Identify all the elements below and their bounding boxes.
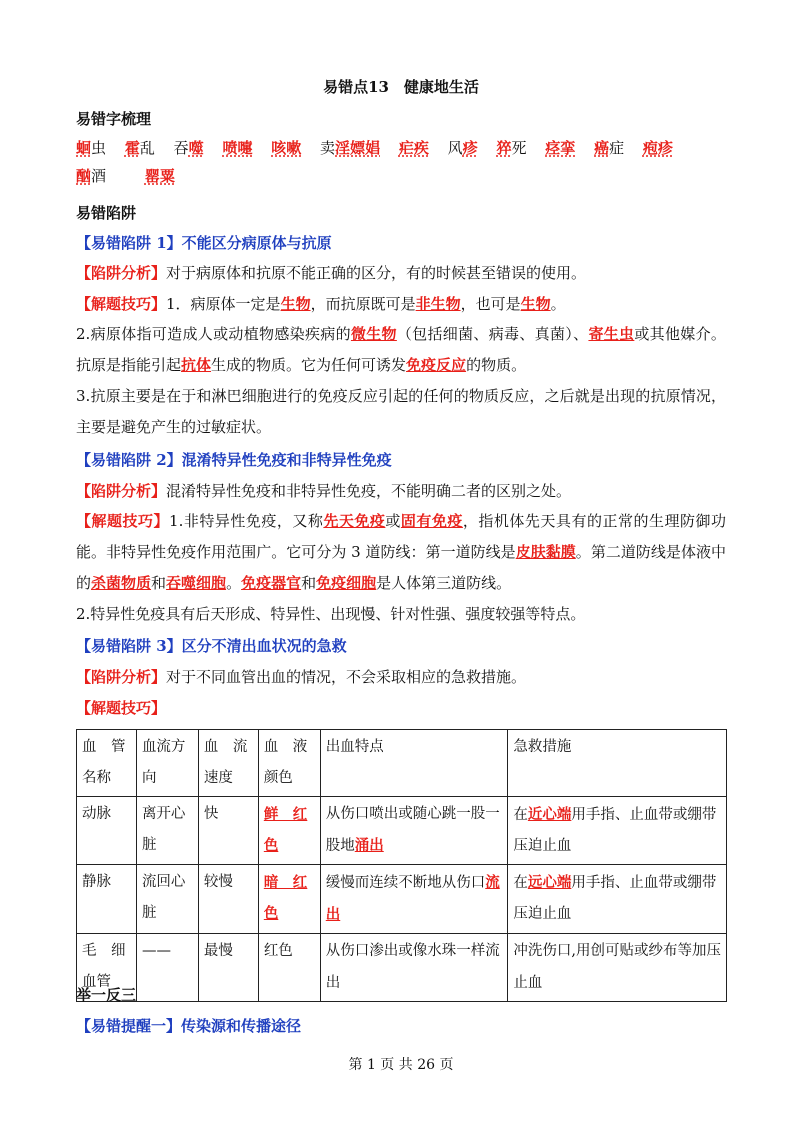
table-cell: 在近心端用手指、止血带或绷带压迫止血: [508, 797, 727, 865]
table-cell: 动脉: [77, 797, 137, 865]
table-header-cell: 血流方向: [136, 730, 198, 797]
typo-word: 罂粟: [144, 167, 175, 185]
table-cell: 毛 细血管: [77, 934, 137, 1002]
typo-word: 蛔虫: [76, 139, 107, 157]
typo-word: 咳嗽: [271, 139, 302, 157]
page-footer: 第 1 页 共 26 页: [348, 1057, 454, 1073]
table-cell: ——: [136, 934, 198, 1002]
trap2-title: 【易错陷阱 2】混淆特异性免疫和非特异性免疫: [76, 451, 392, 469]
trap3-title: 【易错陷阱 3】区分不清出血状况的急救: [76, 637, 347, 655]
table-row: [77, 865, 727, 934]
analysis-text: 对于病原体和抗原不能正确的区分，有的时候甚至错误的使用。: [166, 264, 587, 282]
table-header-cell: 血 液颜色: [258, 730, 320, 797]
trap1-title: 【易错陷阱 1】不能区分病原体与抗原: [76, 234, 332, 252]
typo-word: 吞噬: [173, 139, 204, 157]
tips-label: 【解题技巧】: [76, 699, 167, 717]
tips-label: 【解题技巧】: [76, 295, 167, 313]
typo-section-heading: 易错字梳理: [76, 110, 152, 128]
analysis-label: 【陷阱分析】: [76, 482, 167, 500]
table-header-row: [77, 730, 727, 797]
typo-word: 猝死: [496, 139, 527, 157]
tips-label: 【解题技巧】: [76, 512, 170, 530]
trap3-tips: [76, 698, 726, 718]
table-cell: 静脉: [77, 865, 137, 934]
table-cell: 从伤口喷出或随心跳一股一股地涌出: [320, 797, 508, 865]
table-cell: 红色: [258, 934, 320, 1002]
typo-word: 喷嚏: [222, 139, 253, 157]
trap1-tip1: 【解题技巧】1．病原体一定是生物，而抗原既可是非生物，也可是生物。: [76, 295, 566, 313]
table-cell: 冲洗伤口,用创可贴或纱布等加压止血: [508, 934, 727, 1002]
analysis-text: 混淆特异性免疫和非特异性免疫，不能明确二者的区别之处。: [166, 482, 572, 500]
typo-word: 疱疹: [642, 139, 673, 157]
table-row: [77, 797, 727, 865]
table-header-cell: 急救措施: [508, 730, 727, 797]
analysis-text: 对于不同血管出血的情况，不会采取相应的急救措施。: [166, 668, 527, 686]
trap1-tip3: 3.抗原主要是在于和淋巴细胞进行的免疫反应引起的任何的物质反应，之后就是出现的抗原情况，主要是避免产生的过敏症状。: [76, 387, 726, 436]
table-cell: 暗 红色: [258, 865, 320, 934]
analysis-label: 【陷阱分析】: [76, 264, 167, 282]
extend-section-heading: 举一反三: [76, 986, 137, 1004]
trap2-tip1: 【解题技巧】1.非特异性免疫，又称先天免疫或固有免疫，指机体先天具有的正常的生理防御功能。非特异性免疫作用范围广。它可分为 3 道防线：第一道防线是皮肤黏膜。第二道防线是体液中的杀菌物质和吞噬细胞。免疫器官和免疫细胞是人体第三道防线。: [76, 512, 726, 592]
table-row: [77, 934, 727, 1002]
table-cell: 较慢: [198, 865, 258, 934]
trap2-tip2: 2.特异性免疫具有后天形成、特异性、出现慢、针对性强、强度较强等特点。: [76, 605, 586, 623]
typo-word: 酗酒: [76, 167, 107, 185]
analysis-label: 【陷阱分析】: [76, 668, 167, 686]
typo-word-list: [76, 134, 726, 190]
typo-word: 疟疾: [398, 139, 429, 157]
traps-section-heading: 易错陷阱: [76, 204, 137, 222]
table-header-cell: 血 管名称: [77, 730, 137, 797]
typo-word: 风疹: [447, 139, 478, 157]
table-cell: 快: [198, 797, 258, 865]
typo-word: 癌症: [594, 139, 625, 157]
table-cell: 从伤口渗出或像水珠一样流出: [320, 934, 508, 1002]
trap3-analysis: [76, 667, 726, 687]
trap1-tip2: 2.病原体指可造成人或动植物感染疾病的微生物（包括细菌、病毒、真菌）、寄生虫或其他媒介。抗原是指能引起抗体生成的物质。它为任何可诱发免疫反应的物质。: [76, 325, 726, 374]
typo-word: 卖淫嫖娼: [320, 139, 381, 157]
table-cell: 离开心脏: [136, 797, 198, 865]
typo-word: 霍乱: [124, 139, 155, 157]
table-cell: 缓慢而连续不断地从伤口流出: [320, 865, 508, 934]
table-cell: 最慢: [198, 934, 258, 1002]
trap1-analysis: [76, 263, 726, 283]
remind1-title: 【易错提醒一】传染源和传播途径: [76, 1017, 302, 1035]
trap2-analysis: [76, 481, 726, 501]
table-header-cell: 出血特点: [320, 730, 508, 797]
page-title: 易错点13 健康地生活: [323, 78, 479, 96]
table-cell: 流回心脏: [136, 865, 198, 934]
bleeding-table: [76, 729, 727, 1002]
table-cell: 在远心端用手指、止血带或绷带压迫止血: [508, 865, 727, 934]
typo-word: 痉挛: [545, 139, 576, 157]
table-cell: 鲜 红色: [258, 797, 320, 865]
table-header-cell: 血 流速度: [198, 730, 258, 797]
